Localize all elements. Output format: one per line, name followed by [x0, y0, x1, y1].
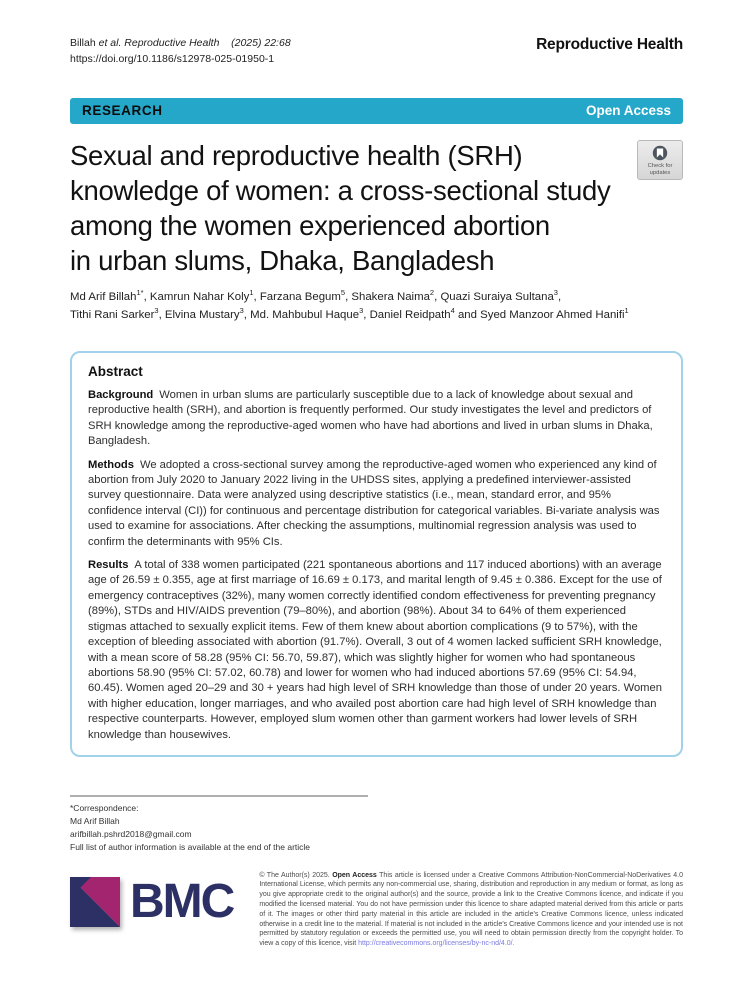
correspondence-block	[70, 795, 683, 855]
bmc-logo-icon	[70, 877, 120, 927]
citation-issue: (2025) 22:68	[231, 37, 291, 49]
abstract-results: Results A total of 338 women participated (221 spontaneous abortions and 117 induced abortions) with an average age of 26.59 ± 0.355, age at first marriage of 16.69 ± 0.173, and marital length of 9.45 ± 0.386. Except for the use of emergency contraceptives (32%), many women correctly identified condom effectiveness for preventing pregnancy (89%), STDs and HIV/AIDS prevention (79–80%), and abortion (98%). About 34 to 64% of them experienced stigmas attached to sexually explicit items. Few of them knew about abortion complications (9 to 57%), with the exception of bleeding associated with abortion (91.7%). Overall, 3 out of 4 women lacked sufficient SRH knowledge, with a mean score of 58.28 (95% CI: 56.70, 59.87), which was slightly higher for women who had spontaneous abortions 58.90 (95% CI: 57.02, 60.78) and lower for women who had induced abortions 57.69 (95% CI: 54.94, 60.45). Women aged 20–29 and 30 + years had high level of SRH knowledge than those of under 20 years. Women with higher education, longer marriages, and who availed post abortion care had high level of SRH knowledge than respective counterparts. However, employed slum women other than garment workers had lower levels of SRH knowledge than housewives.	[88, 559, 662, 741]
citation-journal: et al. Reproductive Health	[98, 37, 220, 49]
author-line-2	[70, 306, 683, 324]
author: Quazi Suraiya Sultana$^3$,	[440, 287, 562, 303]
abstract-box	[70, 351, 683, 757]
copyright-text: © The Author(s) 2025. Open Access This article is licensed under a Creative Commons Attribution-NonCommercial-NoDerivatives 4.0 International License, which permits any non-commercial use, sharing, distribution and reproduction in any medium or format, as long as you give appropriate credit to the original author(s) and the source, provide a link to the Creative Commons licence, and indicate if you modified the licensed material. You do not have permission under this licence to share adapted material derived from this article or parts of it. The images or other third party material in this article are included in the article's Creative Commons licence, unless indicated otherwise in a credit line to the material. If material is not included in the article's Creative Commons licence and your intended use is not permitted by statutory regulation or exceeds the permitted use, you will need to obtain permission directly from the copyright holder. To view a copy of this licence, visit http://creativecommons.org/licenses/by-nc-nd/4.0/.	[259, 871, 683, 948]
title-line-3: among the women experienced abortion	[70, 209, 550, 241]
license-link[interactable]: http://creativecommons.org/licenses/by-nc-nd/4.0/.	[358, 940, 515, 948]
article-type-label: RESEARCH	[82, 103, 163, 118]
footnote-divider	[70, 795, 368, 797]
author: Daniel Reidpath$^4$ and	[369, 305, 481, 321]
author: Farzana Begum$^5$,	[259, 287, 352, 303]
abstract-methods: Methods We adopted a cross-sectional survey among the reproductive-aged women who experienced any kind of abortion from July 2020 to January 2022 living in the UHDSS sites, applying a predefined interviewer-assisted survey questionnaire. Data were analyzed using descriptive statistics (i.e., mean, standard error, and 95% confidence interval (CI)) for continuous and percentage distribution for categorical variables. Bi-variate analysis was used to examine for associations. After checking the assumptions, multinomial regression analysis was used to confirm the determinants with 95% CIs.	[88, 458, 660, 548]
abstract-background: Background Women in urban slums are particularly susceptible due to a lack of knowledge about sexual and reproductive health (SRH), and abortion is frequently performed. Our study investigates the level and predictors of SRH knowledge among the reproductive-aged women who have had abortions and lived in urban slums in Dhaka, Bangladesh.	[88, 389, 653, 448]
page-header	[70, 36, 683, 68]
title-line-4: in urban slums, Dhaka, Bangladesh	[70, 244, 495, 276]
title-line-1: Sexual and reproductive health (SRH)	[70, 139, 523, 171]
abstract-heading: Abstract	[88, 364, 143, 379]
bmc-logo	[70, 874, 234, 928]
author: Tithi Rani Sarker$^3$,	[70, 305, 165, 321]
author: Shakera Naima$^2$,	[351, 287, 441, 303]
title-block	[70, 138, 683, 278]
author: Syed Manzoor Ahmed Hanifi$^1$	[480, 305, 629, 321]
author: Md. Mahbubul Haque$^3$,	[250, 305, 370, 321]
bmc-logo-text: BMC	[130, 874, 234, 928]
article-type-banner	[70, 98, 683, 124]
citation-block	[70, 36, 291, 68]
author: Md Arif Billah$^{1*}$,	[70, 287, 150, 303]
crossmark-icon	[651, 144, 669, 162]
check-updates-text: Check for updates	[647, 162, 673, 176]
author-line-1	[70, 288, 683, 306]
author: Kamrun Nahar Koly$^1$,	[149, 287, 260, 303]
article-title	[70, 138, 630, 278]
check-for-updates-badge[interactable]	[637, 140, 683, 180]
correspondence-name: Md Arif Billah	[70, 816, 120, 827]
correspondence-label: *Correspondence:	[70, 802, 139, 813]
correspondence-note: Full list of author information is available at the end of the article	[70, 842, 311, 853]
open-access-label[interactable]: Open Access	[585, 103, 671, 118]
author-list	[70, 288, 683, 325]
journal-name: Reproductive Health	[536, 36, 683, 53]
author: Elvina Mustary$^3$,	[164, 305, 251, 321]
publisher-footer	[70, 871, 683, 949]
open-access-bold: Open Access	[332, 871, 377, 879]
doi-link[interactable]: https://doi.org/10.1186/s12978-025-01950-1	[70, 52, 275, 65]
citation-line	[70, 36, 291, 52]
correspondence-email[interactable]: arifbillah.pshrd2018@gmail.com	[70, 829, 192, 840]
citation-author: Billah	[70, 37, 99, 49]
title-line-2: knowledge of women: a cross-sectional study	[70, 174, 611, 206]
